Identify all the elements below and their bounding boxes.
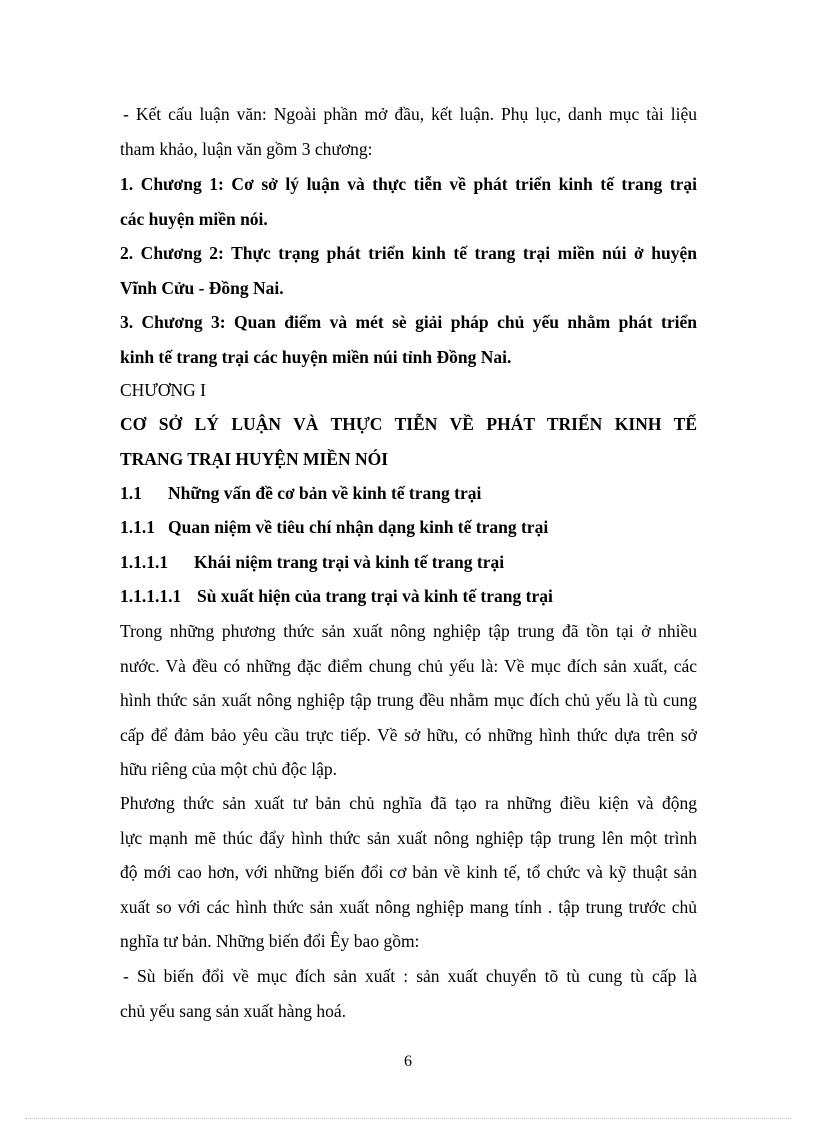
text-line: nghĩa tư bản. Những biến đổi Êy bao gồm: — [120, 931, 420, 951]
text-line: lực mạnh mẽ thúc đẩy hình thức sản xuất nông nghiệp tập trung lên một trình — [120, 827, 697, 848]
text-line: Trong những phương thức sản xuất nông nghiệp tập trung đã tồn tại ở nhiều — [120, 621, 697, 641]
text-line: kinh tế trang trại các huyện miền núi tỉnh Đồng Nai. — [120, 346, 512, 367]
chapter-title — [120, 407, 697, 476]
body-paragraph-2 — [120, 786, 697, 959]
chapter-1-item — [120, 167, 697, 236]
intro-paragraph — [120, 97, 697, 166]
text-line: xuất so với các hình thức sản xuất nông nghiệp mang tính . tập trung trước chủ — [120, 896, 697, 917]
text-line: tham khảo, luận văn gồm 3 chương: — [120, 138, 373, 159]
section-number: 1.1.1.1 — [120, 552, 169, 572]
text-line: các huyện miền nói. — [120, 208, 268, 229]
chapter-label: CHƯƠNG I — [120, 380, 207, 400]
text-line: - Kết cấu luận văn: Ngoài phần mở đầu, kết luận. Phụ lục, danh mục tài liệu — [123, 104, 697, 124]
body-paragraph-3 — [120, 959, 697, 1028]
chapter-3-item — [120, 305, 697, 374]
text-line: cấp để đảm bảo yêu cầu trực tiếp. Về sở hữu, có những hình thức dựa trên sở — [120, 724, 697, 745]
text-line: Vĩnh Cửu - Đồng Nai. — [120, 277, 284, 298]
section-number: 1.1.1 — [120, 517, 155, 537]
section-heading-1-1 — [120, 476, 697, 511]
text-line: hình thức sản xuất nông nghiệp tập trung đều nhằm mục đích chủ yếu là tù cung — [120, 690, 697, 710]
section-heading-1-1-1 — [120, 510, 697, 545]
section-title: Sù xuất hiện của trang trại và kinh tế trang trại — [197, 586, 553, 606]
section-title: Khái niệm trang trại và kinh tế trang trại — [194, 552, 505, 572]
text-line: CƠ SỞ LÝ LUẬN VÀ THỰC TIỄN VỀ PHÁT TRIỂN KINH TẾ — [120, 414, 697, 434]
section-title: Quan niệm về tiêu chí nhận dạng kinh tế trang trại — [168, 517, 549, 537]
text-line: chủ yếu sang sản xuất hàng hoá. — [120, 1000, 346, 1021]
text-line: 2. Chương 2: Thực trạng phát triển kinh tế trang trại miền núi ở huyện — [120, 243, 697, 263]
text-line: 3. Chương 3: Quan điểm và mét sè giải pháp chủ yếu nhằm phát triển — [120, 312, 697, 332]
section-title: Những vấn đề cơ bản về kinh tế trang trại — [168, 483, 482, 503]
text-line: - Sù biến đổi về mục đích sản xuất : sản xuất chuyển tõ tù cung tù cấp là — [123, 966, 697, 986]
text-line: hữu riêng của một chủ độc lập. — [120, 759, 337, 779]
section-heading-1-1-1-1-1 — [120, 579, 697, 614]
body-paragraph-1 — [120, 614, 697, 787]
text-line: 1. Chương 1: Cơ sở lý luận và thực tiễn về phát triển kinh tế trang trại — [120, 174, 697, 194]
text-line: TRANG TRẠI HUYỆN MIỀN NÓI — [120, 448, 389, 469]
text-line: Phương thức sản xuất tư bản chủ nghĩa đã tạo ra những điều kiện và động — [120, 793, 697, 813]
page-bottom-divider — [25, 1118, 791, 1119]
text-line: nước. Và đều có những đặc điểm chung chủ yếu là: Về mục đích sản xuất, các — [120, 655, 697, 676]
section-number: 1.1 — [120, 483, 142, 503]
section-number: 1.1.1.1.1 — [120, 586, 182, 606]
section-heading-1-1-1-1 — [120, 545, 697, 580]
page-number: 6 — [404, 1053, 412, 1070]
chapter-2-item — [120, 236, 697, 305]
chapter-heading — [120, 373, 697, 408]
text-line: độ mới cao hơn, với những biến đổi cơ bản về kinh tế, tổ chức và kỹ thuật sản — [120, 862, 697, 882]
